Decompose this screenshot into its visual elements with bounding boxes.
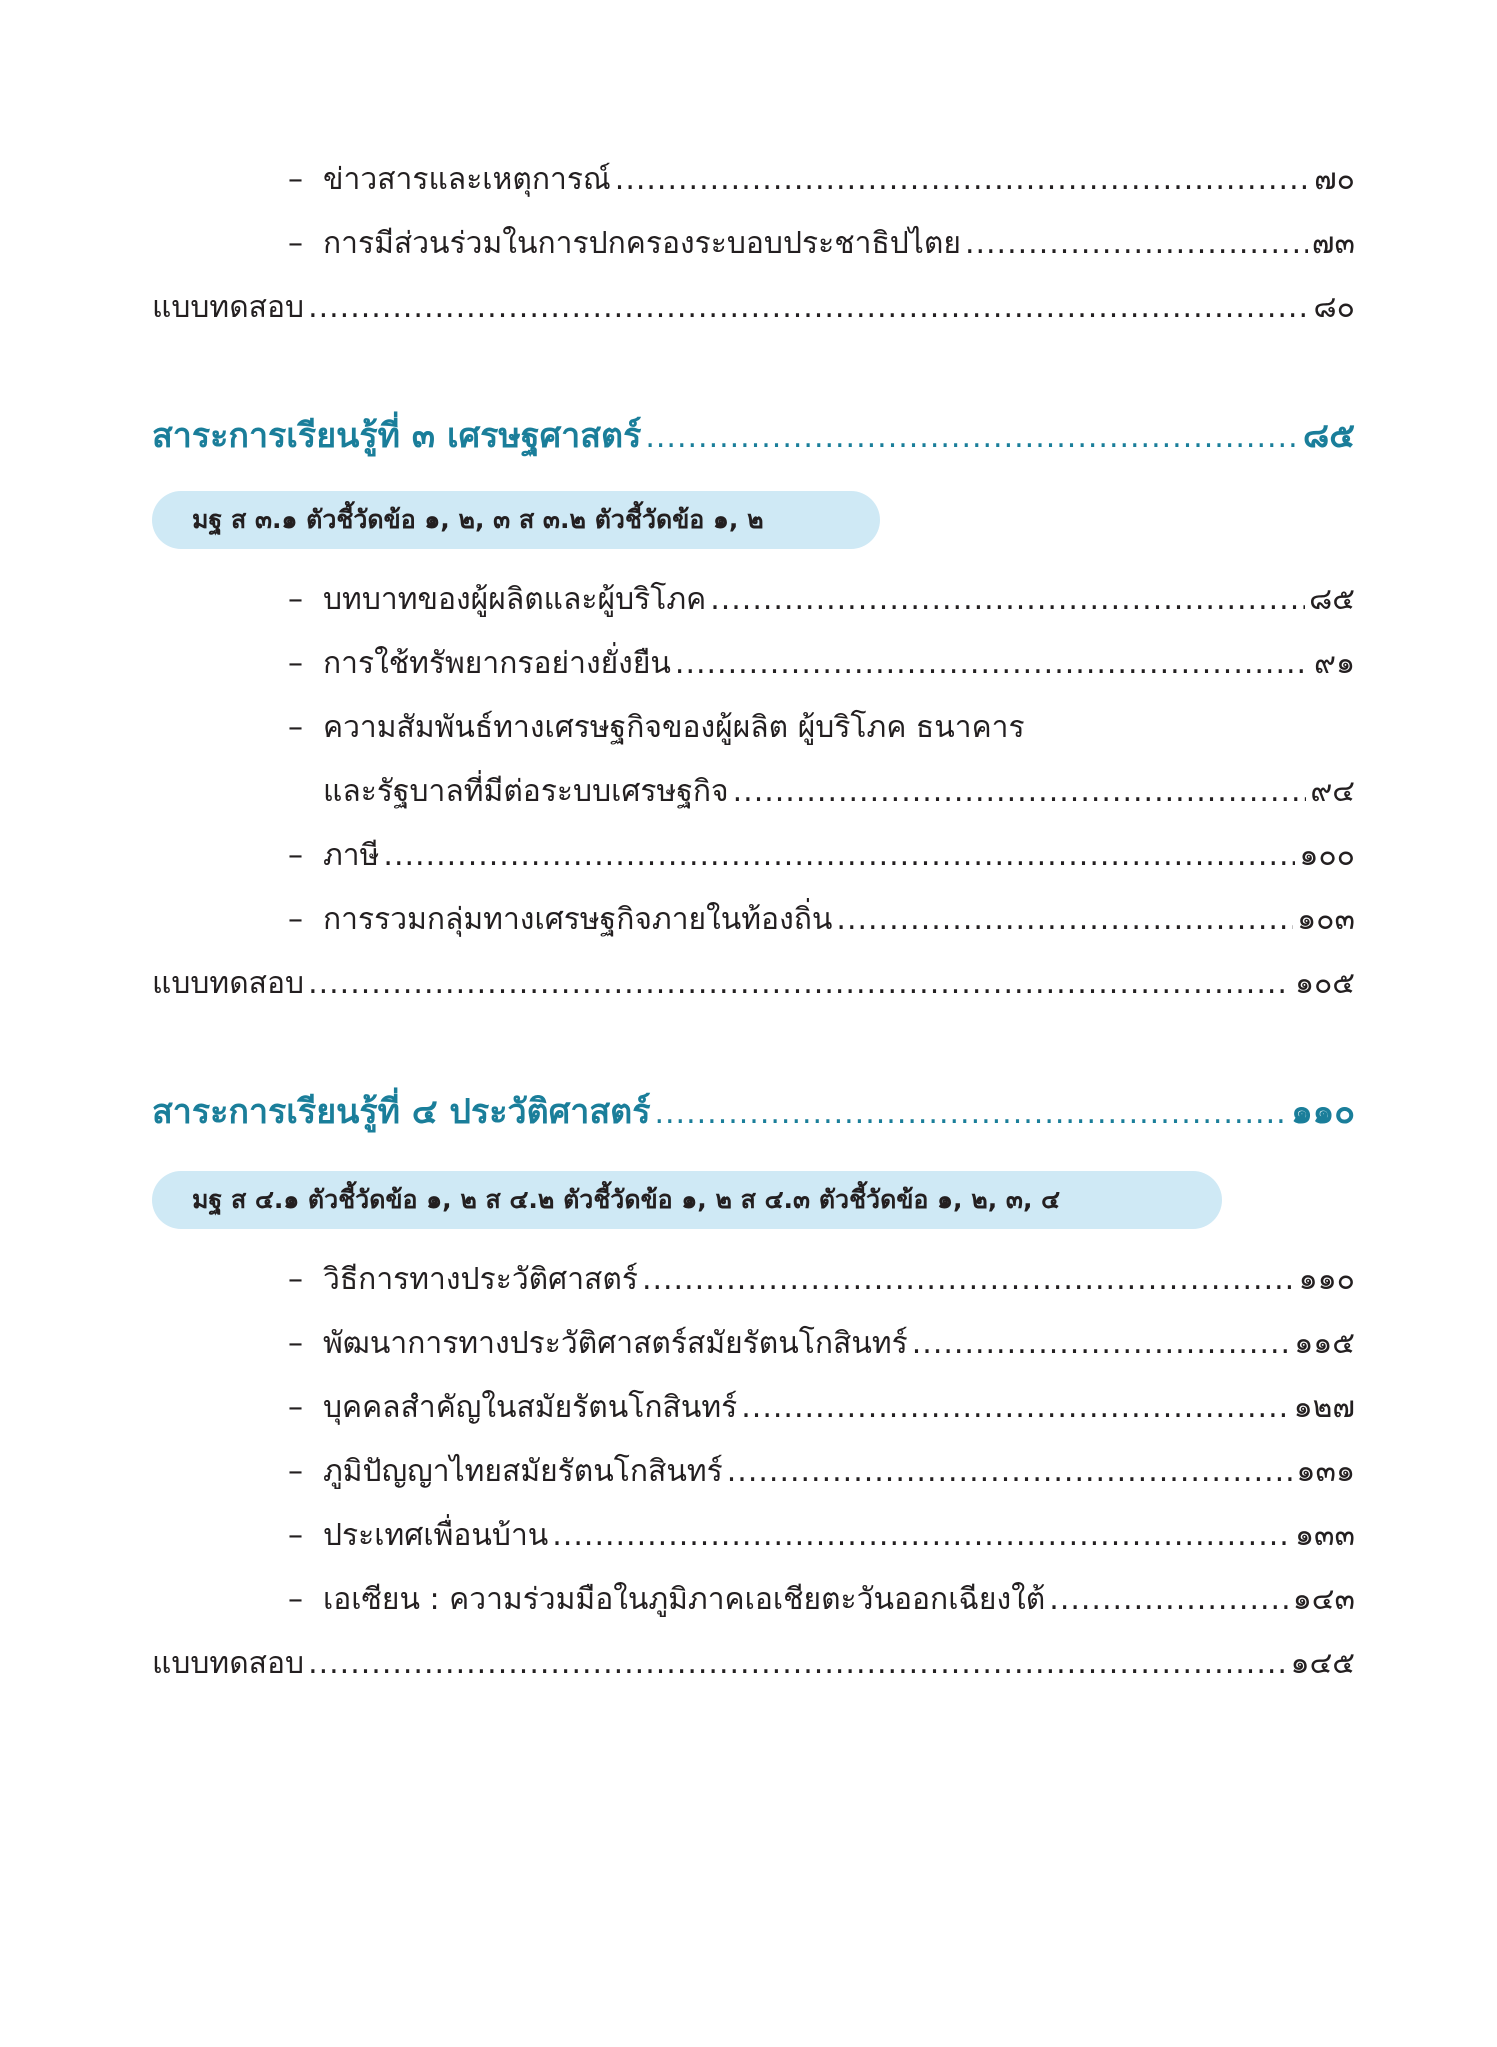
- dot-leader: [383, 834, 1295, 878]
- entry-page: ๑๐๓: [1297, 902, 1355, 937]
- dot-leader: [645, 412, 1299, 464]
- bullet-dash: –: [288, 1582, 303, 1617]
- toc-entry: [288, 578, 1355, 622]
- bullet-dash: –: [288, 162, 303, 197]
- bullet-dash: –: [288, 1262, 303, 1297]
- entry-label: ภาษี: [323, 838, 380, 873]
- dot-leader: [552, 1514, 1291, 1558]
- test-label: แบบทดสอบ: [152, 290, 305, 325]
- entry-label: พัฒนาการทางประวัติศาสตร์สมัยรัตนโกสินทร์: [323, 1326, 908, 1361]
- test-page: ๑๐๕: [1294, 966, 1355, 1001]
- toc-entry: [288, 158, 1355, 202]
- entry-page: ๗๐: [1314, 162, 1355, 197]
- toc-entry-continuation: [323, 770, 1355, 814]
- section-heading: [152, 410, 1355, 464]
- indicator-text: มฐ ส ๔.๑ ตัวชี้วัดข้อ ๑, ๒ ส ๔.๒ ตัวชี้วัดข้อ ๑, ๒ ส ๔.๓ ตัวชี้วัดข้อ ๑, ๒, ๓, ๔: [192, 1185, 1061, 1214]
- dot-leader: [308, 286, 1309, 330]
- section-title: สาระการเรียนรู้ที่ ๔ ประวัติศาสตร์: [152, 1092, 651, 1132]
- entry-label: ความสัมพันธ์ทางเศรษฐกิจของผู้ผลิต ผู้บริโภค ธนาคาร: [323, 710, 1025, 745]
- entry-label: บุคคลสำคัญในสมัยรัตนโกสินทร์: [323, 1390, 738, 1425]
- dot-leader: [741, 1386, 1289, 1430]
- dot-leader: [965, 222, 1308, 266]
- entry-page: ๙๑: [1313, 646, 1355, 681]
- dot-leader: [727, 1450, 1293, 1494]
- dot-leader: [912, 1322, 1290, 1366]
- entry-label: บทบาทของผู้ผลิตและผู้บริโภค: [323, 582, 707, 617]
- toc-test-entry: [152, 1642, 1355, 1686]
- entry-label: ประเทศเพื่อนบ้าน: [323, 1518, 549, 1553]
- toc-entry-multiline: [288, 706, 1355, 750]
- entry-label: เอเซียน : ความร่วมมือในภูมิภาคเอเชียตะวันออกเฉียงใต้: [323, 1582, 1046, 1617]
- dot-leader: [654, 1088, 1287, 1140]
- toc-entry: [288, 1258, 1355, 1302]
- dot-leader: [1049, 1578, 1288, 1622]
- test-page: ๘๐: [1313, 290, 1355, 325]
- dot-leader: [615, 158, 1310, 202]
- entry-label: ข่าวสารและเหตุการณ์: [323, 162, 611, 197]
- toc-entry: [288, 1386, 1355, 1430]
- entry-page: ๑๑๐: [1298, 1262, 1355, 1297]
- toc-entry: [288, 1514, 1355, 1558]
- entry-label: วิธีการทางประวัติศาสตร์: [323, 1262, 638, 1297]
- test-page: ๑๔๕: [1290, 1646, 1355, 1681]
- bullet-dash: –: [288, 1390, 303, 1425]
- indicator-text: มฐ ส ๓.๑ ตัวชี้วัดข้อ ๑, ๒, ๓ ส ๓.๒ ตัวชี้วัดข้อ ๑, ๒: [192, 505, 764, 534]
- toc-entry: [288, 898, 1355, 942]
- toc-test-entry: [152, 962, 1355, 1006]
- entry-page: ๘๕: [1309, 582, 1355, 617]
- toc-entry: [288, 1450, 1355, 1494]
- section-page: ๘๕: [1303, 416, 1355, 456]
- entry-label: ภูมิปัญญาไทยสมัยรัตนโกสินทร์: [323, 1454, 723, 1489]
- section-title: สาระการเรียนรู้ที่ ๓ เศรษฐศาสตร์: [152, 416, 642, 456]
- dot-leader: [733, 770, 1307, 814]
- bullet-dash: –: [288, 710, 303, 745]
- dot-leader: [710, 578, 1305, 622]
- bullet-dash: –: [288, 1326, 303, 1361]
- toc-entry: [288, 1322, 1355, 1366]
- dot-leader: [308, 1642, 1286, 1686]
- toc-entry: [288, 222, 1355, 266]
- entry-label-continuation: และรัฐบาลที่มีต่อระบบเศรษฐกิจ: [323, 774, 729, 809]
- entry-page: ๑๒๗: [1293, 1390, 1355, 1425]
- entry-page: ๙๔: [1310, 774, 1355, 809]
- bullet-dash: –: [288, 646, 303, 681]
- dot-leader: [308, 962, 1291, 1006]
- entry-label: การใช้ทรัพยากรอย่างยั่งยืน: [323, 646, 671, 681]
- test-label: แบบทดสอบ: [152, 1646, 305, 1681]
- dot-leader: [836, 898, 1293, 942]
- entry-page: ๑๑๕: [1294, 1326, 1355, 1361]
- toc-test-entry: [152, 286, 1355, 330]
- bullet-dash: –: [288, 902, 303, 937]
- entry-page: ๑๓๑: [1296, 1454, 1355, 1489]
- test-label: แบบทดสอบ: [152, 966, 305, 1001]
- toc-entry: [288, 834, 1355, 878]
- section-page: ๑๑๐: [1291, 1092, 1355, 1132]
- bullet-dash: –: [288, 1518, 303, 1553]
- dot-leader: [642, 1258, 1295, 1302]
- entry-label: การมีส่วนร่วมในการปกครองระบอบประชาธิปไตย: [323, 226, 961, 261]
- entry-page: ๑๔๓: [1292, 1582, 1355, 1617]
- entry-page: ๗๓: [1311, 226, 1355, 261]
- bullet-dash: –: [288, 838, 303, 873]
- section-heading: [152, 1086, 1355, 1140]
- bullet-dash: –: [288, 1454, 303, 1489]
- bullet-dash: –: [288, 582, 303, 617]
- dot-leader: [675, 642, 1310, 686]
- entry-page: ๑๓๓: [1294, 1518, 1355, 1553]
- bullet-dash: –: [288, 226, 303, 261]
- toc-entry: [288, 1578, 1355, 1622]
- toc-entry: [288, 642, 1355, 686]
- indicator-badge: [152, 491, 880, 549]
- entry-label: การรวมกลุ่มทางเศรษฐกิจภายในท้องถิ่น: [323, 902, 833, 937]
- indicator-badge: [152, 1171, 1222, 1229]
- entry-page: ๑๐๐: [1299, 838, 1355, 873]
